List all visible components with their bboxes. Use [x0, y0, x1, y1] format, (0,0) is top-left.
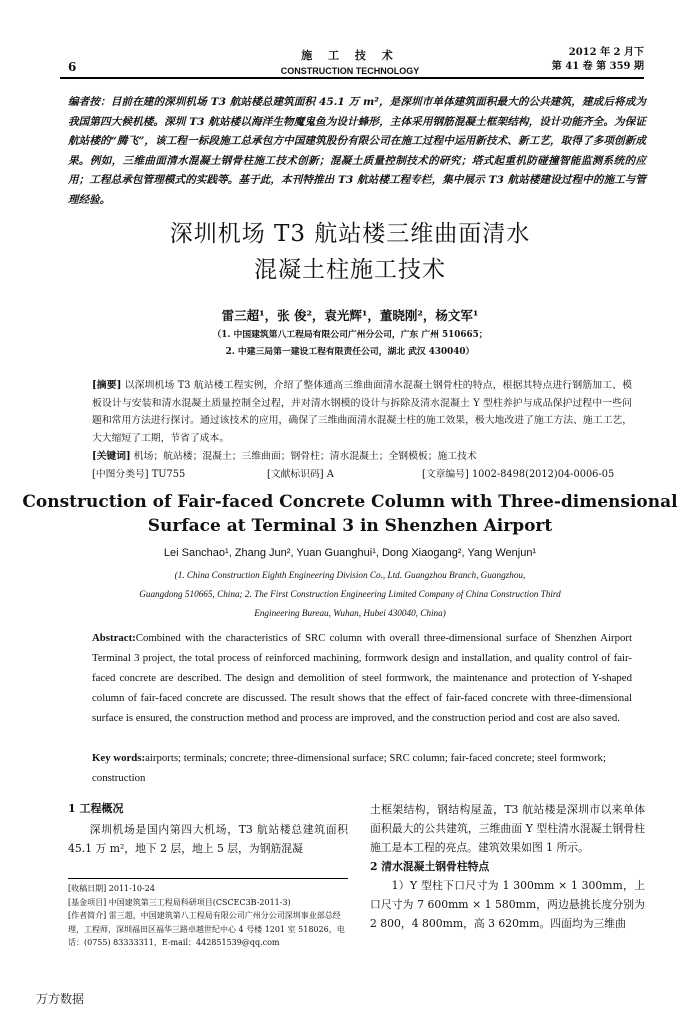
- keywords-cn-label: [关键词]: [92, 451, 131, 462]
- section-1-paragraph: 深圳机场是国内第四大机场，T3 航站楼总建筑面积 45.1 万 m²，地下 2 层，地上 5 层，为钢筋混凝: [68, 823, 348, 855]
- editor-note-label: 编者按：: [68, 96, 111, 108]
- affiliation-cn-line: （1. 中国建筑第八工程局有限公司广州分公司，广东 广州 510665；: [212, 330, 488, 340]
- paper-title-en: [0, 490, 700, 538]
- affiliation-en-line: (1. China Construction Eighth Engineering Division Co., Ltd. Guangzhou Branch, Guangzhou,: [174, 570, 526, 580]
- abstract-en: [92, 628, 632, 728]
- affiliation-cn-line: 2. 中建三局第一建设工程有限责任公司，湖北 武汉 430040）: [225, 347, 475, 357]
- title-en-line-1: Construction of Fair-faced Concrete Column with Three-dimensional: [22, 492, 678, 512]
- abstract-cn-text: 以深圳机场 T3 航站楼工程实例，介绍了整体通高三维曲面清水混凝土钢骨柱的特点，根据其特点进行钢筋加工、模板设计与安装和清水混凝土质量控制全过程，并对清水钢模的设计与拆除及清水混凝土 Y 型柱养护与成品保护过程中一些问题和常用方法进行探讨。通过该技术的应用，确保了三维曲面清水混凝土柱的施工效果，极大地改进了施工方法、施工工艺，大大缩短了工期，节省了成本。: [92, 380, 632, 444]
- document-code: [文献标识码] A: [267, 469, 334, 480]
- watermark: 万方数据: [36, 992, 85, 1006]
- abstract-cn: [92, 377, 632, 447]
- keywords-cn: [92, 448, 632, 462]
- keywords-en-label: Key words:: [92, 752, 146, 764]
- editor-note-text: 目前在建的深圳机场 T3 航站楼总建筑面积 45.1 万 m²，是深圳市单体建筑面积最大的公共建筑，建成后将成为我国第四大候机楼。深圳 T3 航站楼以海洋生物魔鬼鱼为设计蜂形，主体采用钢筋混凝土框架结构，设计功能齐全。为保证航站楼的“腾飞”，该工程一标段施工总承包方中国建筑股份有限公司在施工过程中运用新技术、新工艺，取得了多项创新成果。例如，三维曲面清水混凝土钢骨柱施工技术创新；混凝土质量控制技术的研究；塔式起重机防碰撞智能监测系统的应用；工程总承包管理模式的实践等。基于此，本刊特推出 T3 航站楼工程专栏，集中展示 T3 航站楼建设过程中的施工与管理经验。: [68, 96, 647, 206]
- footnote-author-bio: [作者简介] 雷三超，中国建筑第八工程局有限公司广州分公司深圳事业部总经理，工程师，深圳福田区福华三路卓越世纪中心 4 号楼 1201 室 518026，电话：(0755) 83333311，E-mail：442851539@qq.com: [68, 911, 345, 947]
- issue-info: [552, 46, 644, 74]
- affiliations-cn: [0, 327, 700, 361]
- journal-name-en: CONSTRUCTION TECHNOLOGY: [280, 66, 420, 76]
- clc-number: [中图分类号] TU755: [92, 469, 186, 480]
- affiliations-en: [0, 566, 700, 623]
- keywords-cn-text: 机场；航站楼；混凝土；三维曲面；钢骨柱；清水混凝土；全钢模板；施工技术: [133, 451, 477, 462]
- right-column: [370, 800, 645, 933]
- keywords-en: [92, 748, 632, 788]
- section-2-heading: 2 清水混凝土钢骨柱特点: [370, 860, 490, 873]
- title-cn-line-1: 深圳机场 T3 航站楼三维曲面清水: [169, 221, 531, 247]
- volume-issue: 第 41 卷 第 359 期: [551, 61, 644, 72]
- header-rule: [60, 77, 644, 79]
- title-en-line-2: Surface at Terminal 3 in Shenzhen Airport: [147, 516, 553, 536]
- right-column-paragraph-2: 1）Y 型柱下口尺寸为 1 300mm × 1 300mm，上口尺寸为 7 600mm × 1 580mm，两边悬挑长度分别为 2 800，4 800mm，高 3 620mm。四面均为三维曲: [370, 879, 645, 930]
- abstract-en-text: Combined with the characteristics of SRC column with overall three-dimensional surface of Shenzhen Airport Terminal 3 project, the total process of reinforced machining, formwork design and installation, and quality control of fair-faced concrete are described. The design and demolition of steel formwork, the maintenance and protection of Y-shaped column of fair-faced concrete are discussed. The result shows that the effect of fair-faced concrete with three-dimensional surface is ensured, the construction method and process are improved, and the construction period and cost are also saved.: [92, 632, 632, 724]
- title-cn-line-2: 混凝土柱施工技术: [254, 257, 446, 283]
- right-column-paragraph-1: 土框架结构，钢结构屋盖，T3 航站楼是深圳市以来单体面积最大的公共建筑，三维曲面 Y 型柱清水混凝土钢骨柱施工是本工程的亮点。建筑效果如图 1 所示。: [370, 803, 645, 854]
- abstract-cn-label: [摘要]: [92, 380, 122, 391]
- footnote-funding: [基金项目] 中国建筑第三工程局科研项目(CSCEC3B-2011-3): [68, 897, 291, 907]
- keywords-en-text: airports; terminals; concrete; three-dimensional surface; SRC column; fair-faced concrete; steel formwork; construction: [92, 752, 606, 784]
- paper-title-cn: [0, 216, 700, 288]
- authors-en: Lei Sanchao¹, Zhang Jun², Yuan Guanghui¹, Dong Xiaogang², Yang Wenjun¹: [163, 547, 537, 559]
- issue-date: 2012 年 2 月下: [568, 47, 644, 58]
- authors-cn: 雷三超¹，张 俊²，袁光辉¹，董晓刚²，杨文军¹: [221, 308, 479, 323]
- footnotes: [68, 882, 348, 950]
- abstract-en-label: Abstract:: [92, 632, 136, 644]
- journal-name-cn: 施 工 技 术: [301, 49, 399, 62]
- page-number: 6: [68, 60, 77, 74]
- article-number: [文章编号] 1002-8498(2012)04-0006-05: [422, 469, 615, 480]
- affiliation-en-line: Guangdong 510665, China; 2. The First Construction Engineering Limited Company of China Construction Third: [139, 589, 561, 599]
- footnote-received-date: [收稿日期] 2011-10-24: [68, 884, 155, 893]
- section-1-heading: 1 工程概况: [68, 802, 124, 815]
- affiliation-en-line: Engineering Bureau, Wuhan, Hubei 430040, China): [254, 608, 446, 618]
- editor-note: [68, 93, 646, 210]
- footnote-rule: [68, 878, 348, 879]
